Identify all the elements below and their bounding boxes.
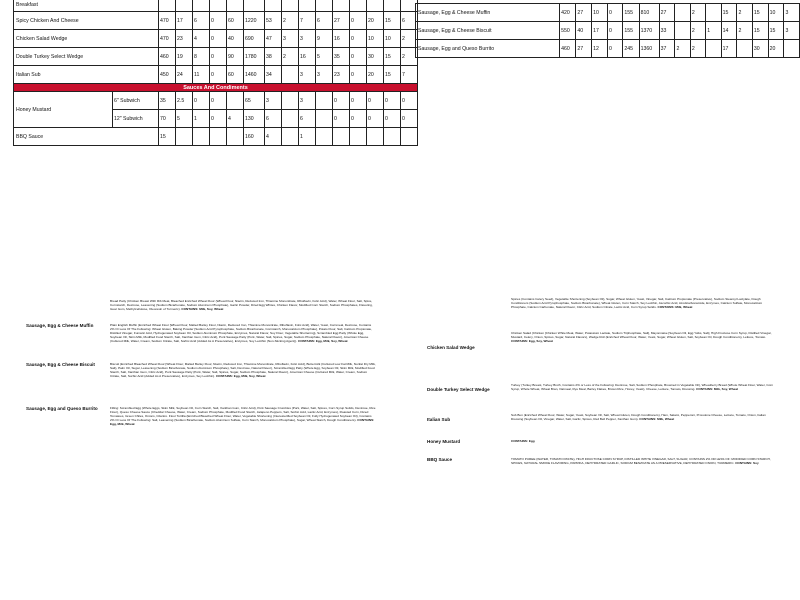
ingredient-item-name: BBQ Sauce xyxy=(427,457,453,462)
nutrient-value-cell: 3 xyxy=(299,66,316,84)
nutrient-value-cell: 35 xyxy=(159,92,176,110)
nutrient-value-cell: 5 xyxy=(176,110,193,128)
ingredient-list: Spices (Contains Celery Seed), Vegetable Shortening (Soybean Oil), Sugar, Wheat Gluten, Yeast, Vinegar, Salt, Calcium Propionate (Preservative), Sodium Stearoyl Lactylate, Dough Conditioners (Sodium Acid Pyrophosphate, Sodium Bicarbonate), Wheat Gluten, Corn Starch, Soy Lecithin, Ascorbic Acid, Azodicarbonamide, Enzymes, Calcium Sulfate, Monocalcium Phosphate, Calcium Carbonate, Natural Flavor, Citric Acid, Sodium Citrate, Lactic Acid, Corn Syrup Solids. xyxy=(511,297,763,309)
nutrient-value-cell: 2 xyxy=(401,30,418,48)
nutrient-value-cell: 34 xyxy=(265,66,282,84)
nutrient-value-cell: 6 xyxy=(299,110,316,128)
nutrient-value-cell xyxy=(316,0,333,12)
nutrient-value-cell: 0 xyxy=(607,22,622,40)
nutrient-value-cell xyxy=(333,128,350,146)
nutrient-value-cell: 53 xyxy=(265,12,282,30)
nutrient-value-cell: 19 xyxy=(176,48,193,66)
nutrient-value-cell: 0 xyxy=(384,110,401,128)
nutrient-value-cell xyxy=(282,0,299,12)
section-header-row xyxy=(14,84,418,92)
nutrient-value-cell: 2 xyxy=(282,12,299,30)
ingredients-panel-left xyxy=(26,300,376,475)
nutrient-value-cell: 90 xyxy=(227,48,244,66)
nutrient-value-cell: 16 xyxy=(299,48,316,66)
nutrient-value-cell: 470 xyxy=(159,30,176,48)
nutrient-value-cell: 130 xyxy=(244,110,265,128)
nutrient-value-cell: 30 xyxy=(752,40,768,58)
nutrient-value-cell: 20 xyxy=(768,40,784,58)
nutrient-value-cell: 1780 xyxy=(244,48,265,66)
nutrient-value-cell: 3 xyxy=(282,30,299,48)
nutrient-value-cell: 7 xyxy=(401,66,418,84)
nutrient-value-cell: 155 xyxy=(623,22,639,40)
ingredient-item-name: Italian Sub xyxy=(427,417,451,422)
table-row xyxy=(14,30,418,48)
nutrient-value-cell xyxy=(176,0,193,12)
allergen-contains: CONTAINS: Soy xyxy=(735,460,759,465)
allergen-contains: CONTAINS: Egg, Milk, Soy, Wheat xyxy=(215,373,266,378)
nutrient-value-cell: 6 xyxy=(265,110,282,128)
nutrient-value-cell: 15 xyxy=(752,22,768,40)
nutrient-value-cell xyxy=(282,110,299,128)
nutrient-value-cell: 2.5 xyxy=(176,92,193,110)
nutrient-value-cell xyxy=(316,128,333,146)
nutrient-value-cell: 2 xyxy=(690,40,705,58)
nutrient-value-cell xyxy=(244,0,265,12)
nutrient-value-cell xyxy=(675,22,690,40)
nutrient-value-cell: 245 xyxy=(623,40,639,58)
ingredient-text xyxy=(511,384,777,392)
ingredient-text xyxy=(110,324,376,344)
nutrient-value-cell xyxy=(333,0,350,12)
nutrient-value-cell: 20 xyxy=(367,66,384,84)
nutrient-value-cell xyxy=(210,128,227,146)
nutrient-value-cell xyxy=(350,128,367,146)
nutrient-value-cell xyxy=(227,92,244,110)
nutrient-value-cell: 60 xyxy=(227,66,244,84)
nutrient-value-cell xyxy=(282,66,299,84)
table-row xyxy=(14,128,418,146)
nutrient-value-cell: 15 xyxy=(384,66,401,84)
ingredient-list: Sub Bun (Enriched Wheat Flour, Water, Sugar, Yeast, Soybean Oil, Salt, Wheat Gluten, Dough Conditioners), Ham, Salami, Pepperoni, Provolone Cheese, Lettuce, Tomato, Onion, Italian Dressing (Soybean Oil, Vinegar, Water, Salt, Garlic, Spices, Red Bell Pepper, Xanthan Gum). xyxy=(511,413,766,421)
ingredient-list: Chicken Salad (Chicken [Chicken White Meat, Water, Potassium Lactate, Sodium Triphosphate, Salt], Mayonnaise [Soybean Oil, Egg Yolks, Salt], High Fructose Corn Syrup, Distilled Vinegar, Mustard, Celery, Onion, Spices, Sugar, Natural Flavors), Wedge Roll (Enriched Wheat Flour, Water, Yeast, Sugar, Wheat Gluten, Salt, Soybean Oil, Dough Conditioners), Lettuce, Tomato. xyxy=(511,331,772,339)
nutrient-value-cell xyxy=(784,40,800,58)
nutrient-value-cell: 0 xyxy=(350,30,367,48)
nutrient-value-cell: 65 xyxy=(244,92,265,110)
ingredient-list: Turkey (Turkey Breast, Turkey Broth, Contains 2% or Less of the Following: Dextrose, Salt, Sodium Phosphate, Browned in Vegetable Oil), Wheatberry Bread (Whole Wheat Flour, Water, Corn Syrup, Whole Wheat, Wheat Bran, Oatmeal, Rye Meal, Barley Flakes, Brown Rice, Honey, Yeast), Cheese, Lettuce, Tomato, Dressing. xyxy=(511,383,774,391)
nutrient-value-cell xyxy=(401,128,418,146)
item-name-cell: Italian Sub xyxy=(14,66,159,84)
ingredient-list: Filling: Scrambled Egg (Whole Eggs, Skim Milk, Soybean Oil, Corn Starch, Salt, Xanthan Gum, Citric Acid), Pork Sausage Crumbles (Pork, Water, Salt, Spices, Corn Syrup Solids, Dextrose, Rice Flour), Queso Cheese Sauce (Cheddar Cheese, Water, Cream, Sodium Phosphate, Modified Food Starch, Jalapeno Peppers, Salt, Sorbic Acid, Lactic Acid, Enzymes), Roasted Corn, Diced Tomatoes, Green Chiles, Onions, Cilantro. Flour Tortilla (Enriched Bleached Wheat Flour, Water, Vegetable Shortening (Interesterified Soybean Oil, Fully Hydrogenated Soybean Oil), Contains 2% Or Less Of The Following: Salt, Leavening (Sodium Bicarbonate, Sodium Aluminum Sulfate, Corn Starch, Monocalcium Phosphate), Sugar, Wheat Starch, Dough Conditioners). xyxy=(110,406,376,422)
nutrient-value-cell: 15 xyxy=(159,128,176,146)
nutrient-value-cell: 0 xyxy=(384,92,401,110)
nutrient-value-cell: 15 xyxy=(768,22,784,40)
nutrient-value-cell: 17 xyxy=(592,22,608,40)
nutrient-value-cell xyxy=(299,0,316,12)
nutrient-value-cell: 4 xyxy=(265,128,282,146)
nutrient-value-cell: 0 xyxy=(607,40,622,58)
allergen-contains: CONTAINS: Milk, Wheat xyxy=(639,416,675,421)
nutrient-value-cell: 0 xyxy=(210,48,227,66)
nutrient-value-cell: 2 xyxy=(737,22,752,40)
ingredient-text xyxy=(110,300,376,312)
ingredient-list: Bread Patty (Chicken Breast With Rib Meat, Bleached Enriched Wheat Flour (Wheat Flour, Niacin, Reduced Iron, Thiamine Mononitrate, Riboflavin, Folic Acid), Water, Wheat Flour, Salt, Spice, Cornstarch, Dextrose, Leavening (Sodium Bicarbonate, Sodium Aluminum Phosphate), Garlic Powder, Dried Egg Whites, Chicken Flavor, Modified Corn Starch, Sodium Phosphates, Flavoring, Guar Gum, Methylcellulose, Oleoresin of Turmeric). xyxy=(110,299,373,311)
nutrient-value-cell xyxy=(193,0,210,12)
nutrient-value-cell: 15 xyxy=(752,4,768,22)
nutrient-value-cell: 0 xyxy=(350,12,367,30)
nutrient-value-cell: 1 xyxy=(706,22,721,40)
nutrient-value-cell: 0 xyxy=(210,12,227,30)
ingredient-item-name: Double Turkey Select Wedge xyxy=(427,387,490,392)
nutrient-value-cell: 0 xyxy=(350,92,367,110)
nutrient-value-cell xyxy=(675,4,690,22)
nutrient-value-cell: 17 xyxy=(721,40,737,58)
nutrient-value-cell: 2 xyxy=(282,48,299,66)
nutrient-value-cell: 40 xyxy=(576,22,592,40)
nutrient-value-cell: 0 xyxy=(401,92,418,110)
nutrient-value-cell: 0 xyxy=(367,110,384,128)
nutrient-value-cell: 35 xyxy=(333,48,350,66)
ingredients-panel-right xyxy=(427,298,777,478)
allergen-contains: CONTAINS: Milk, Soy, Wheat xyxy=(181,306,224,311)
item-name-cell: BBQ Sauce xyxy=(14,128,159,146)
ingredient-text xyxy=(511,298,777,310)
serving-size-cell: 6" Subwich xyxy=(113,92,159,110)
nutrient-value-cell: 1 xyxy=(193,110,210,128)
ingredient-text xyxy=(110,363,376,379)
nutrient-value-cell: 0 xyxy=(210,110,227,128)
nutrient-value-cell: 1360 xyxy=(639,40,659,58)
ingredient-list: Biscuit (Enriched Bleached Wheat Flour [Wheat Flour, Malted Barley Flour, Niacin, Reduced Iron, Thiamine Mononitrate, Riboflavin, Folic Acid], Buttermilk (Cultured Low Fat Milk, Nonfat Dry Milk, Salt), Palm Oil, Sugar, Leavening (Sodium Bicarbonate, Sodium Aluminum Phosphate), Salt, Dextrose, Natural Flavor), Scrambled Egg Patty (Whole Egg, Soybean Oil, Skim Milk, Modified Food Starch, Salt, Xanthan Gum, Citric Acid), Pork Sausage Patty (Pork, Water, Salt, Spices, Sugar, Sodium Phosphate, Natural Flavor), American Cheese (Cultured Milk, Water, Cream, Sodium Citrate, Salt, Sorbic Acid (Added As A Preservative), Enzymes, Soy Lecithin). xyxy=(110,362,376,378)
nutrient-value-cell: 16 xyxy=(333,30,350,48)
nutrient-value-cell xyxy=(227,0,244,12)
nutrient-value-cell xyxy=(367,128,384,146)
nutrient-value-cell: 30 xyxy=(367,48,384,66)
table-row xyxy=(416,22,800,40)
nutrient-value-cell: 3 xyxy=(265,92,282,110)
ingredient-item-name: Chicken Salad Wedge xyxy=(427,345,475,350)
nutrient-value-cell: 2 xyxy=(675,40,690,58)
nutrient-value-cell: 3 xyxy=(316,66,333,84)
nutrient-value-cell: 27 xyxy=(659,4,675,22)
nutrient-value-cell: 10 xyxy=(367,30,384,48)
nutrient-value-cell: 27 xyxy=(576,4,592,22)
nutrient-value-cell: 24 xyxy=(176,66,193,84)
nutrient-value-cell: 2 xyxy=(737,4,752,22)
nutrient-value-cell: 7 xyxy=(299,12,316,30)
section-header-label: Sauces And Condiments xyxy=(14,84,418,92)
nutrient-value-cell: 10 xyxy=(768,4,784,22)
item-name-cell: Honey Mustard xyxy=(14,92,113,128)
nutrient-value-cell: 37 xyxy=(659,40,675,58)
nutrient-value-cell xyxy=(384,128,401,146)
nutrient-value-cell: 460 xyxy=(560,40,576,58)
table-row xyxy=(416,40,800,58)
nutrient-value-cell: 23 xyxy=(176,30,193,48)
nutrient-value-cell: 3 xyxy=(784,4,800,22)
nutrient-value-cell: 0 xyxy=(210,66,227,84)
nutrient-value-cell: 0 xyxy=(210,92,227,110)
nutrient-value-cell xyxy=(737,40,752,58)
nutrient-value-cell xyxy=(350,0,367,12)
nutrient-value-cell xyxy=(159,0,176,12)
nutrient-value-cell: 6 xyxy=(316,12,333,30)
nutrient-value-cell: 47 xyxy=(265,30,282,48)
nutrient-value-cell xyxy=(282,92,299,110)
nutrient-value-cell: 4 xyxy=(227,110,244,128)
nutrient-value-cell: 14 xyxy=(721,22,737,40)
nutrient-value-cell: 3 xyxy=(299,30,316,48)
nutrient-value-cell: 155 xyxy=(623,4,639,22)
nutrient-value-cell: 0 xyxy=(210,30,227,48)
nutrient-value-cell xyxy=(227,128,244,146)
allergen-contains: CONTAINS: Egg xyxy=(511,439,535,443)
table-row xyxy=(14,12,418,30)
nutrient-value-cell: 2 xyxy=(401,48,418,66)
nutrient-value-cell: 27 xyxy=(333,12,350,30)
nutrient-value-cell: 33 xyxy=(659,22,675,40)
nutrient-value-cell: 23 xyxy=(333,66,350,84)
table-row xyxy=(14,92,418,110)
table-row xyxy=(14,0,418,12)
nutrient-value-cell: 690 xyxy=(244,30,265,48)
nutrient-value-cell xyxy=(367,0,384,12)
nutrient-value-cell: 160 xyxy=(244,128,265,146)
allergen-contains: CONTAINS: Egg, Soy, Wheat xyxy=(511,338,553,343)
nutrient-value-cell: 15 xyxy=(384,48,401,66)
nutrient-value-cell: 40 xyxy=(227,30,244,48)
ingredient-item-name: Honey Mustard xyxy=(427,439,461,444)
nutrient-value-cell: 1 xyxy=(299,128,316,146)
nutrient-value-cell: 12 xyxy=(592,40,608,58)
ingredient-item-name: Sausage, Egg and Queso Burrito xyxy=(26,406,98,411)
nutrient-value-cell: 0 xyxy=(607,4,622,22)
nutrient-value-cell: 1220 xyxy=(244,12,265,30)
ingredient-text xyxy=(511,414,777,422)
nutrient-value-cell: 60 xyxy=(227,12,244,30)
ingredient-text xyxy=(511,440,777,444)
nutrient-value-cell xyxy=(706,40,721,58)
nutrient-value-cell: 460 xyxy=(159,48,176,66)
nutrient-value-cell: 11 xyxy=(193,66,210,84)
nutrient-value-cell: 3 xyxy=(784,22,800,40)
nutrient-value-cell xyxy=(193,128,210,146)
table-row xyxy=(416,4,800,22)
item-name-cell: Sausage, Egg & Cheese Muffin xyxy=(416,4,560,22)
nutrition-table-right xyxy=(415,3,800,58)
nutrient-value-cell: 0 xyxy=(367,92,384,110)
nutrient-value-cell xyxy=(316,92,333,110)
nutrient-value-cell: 2 xyxy=(690,22,705,40)
nutrient-value-cell: 27 xyxy=(576,40,592,58)
nutrition-table-left xyxy=(13,0,418,146)
nutrient-value-cell: 450 xyxy=(159,66,176,84)
nutrient-value-cell: 8 xyxy=(193,48,210,66)
table-row xyxy=(14,66,418,84)
nutrient-value-cell: 9 xyxy=(316,30,333,48)
ingredient-list: Plain English Muffin (Enriched Wheat Flour [Wheat Flour, Malted Barley Flour, Niacin, Reduced Iron, Thiamine Mononitrate, Riboflavin, Folic Acid], Water, Yeast, Cornmeal, Dextrose, Contains 2% Or Less Of The Following: Wheat Gluten, Baking Powder [Sodium Acid Pyrophosphate, Sodium Bicarbonate, Cornstarch, Monocalcium Phosphate], Potato Flour, Salt, Calcium Propionate, Distilled Vinegar, Fumaric Acid, Hydrogenated Soybean Oil, Sodium Aluminum Phosphate, Enzymes, Natural Flavor, Soy Flour, Vegetable Shortening), Scrambled Egg Patty (Whole Egg, Soybean Oil, Skim Milk, Modified Food Starch, Salt, Xanthan Gum, Citric Acid), Pork Sausage Patty (Pork, Water, Salt, Spices, Sugar, Sodium Phosphate, Natural Flavor), American Cheese (Cultured Milk, Water, Cream, Sodium Citrate, Salt, Sorbic Acid (Added As A Preservative), Enzymes, Soy Lecithin (Non-Sticking Agent)). xyxy=(110,323,373,343)
ingredient-list: TOMATO PUREE (WATER, TOMATO PASTE), HIGH FRUCTOSE CORN SYRUP, DISTILLED WHITE VINEGAR, SALT, SUGAR, CONTAINS 2% OR LESS OF: MODIFIED CORN STARCH, SPICES, NATURAL SMOKE FLAVORING, PAPRIKA, DEHYDRATED GARLIC, SODIUM BENZOATE AS A PRESERVATIVE, DEHYDRATED ONION, TURMERIC. xyxy=(511,457,771,465)
nutrient-value-cell xyxy=(282,128,299,146)
nutrient-value-cell: 38 xyxy=(265,48,282,66)
nutrient-value-cell: 2 xyxy=(690,4,705,22)
nutrient-value-cell: 6 xyxy=(401,12,418,30)
ingredient-text xyxy=(511,458,777,466)
table-row xyxy=(14,48,418,66)
allergen-contains: CONTAINS: Egg, Milk, Soy, Wheat xyxy=(298,338,348,343)
nutrient-value-cell: 0 xyxy=(333,92,350,110)
nutrient-value-cell: 4 xyxy=(193,30,210,48)
nutrient-value-cell: 6 xyxy=(193,12,210,30)
allergen-contains: CONTAINS: Milk, Soy, Wheat xyxy=(696,386,739,391)
nutrient-value-cell: 20 xyxy=(367,12,384,30)
nutrient-value-cell: 1460 xyxy=(244,66,265,84)
ingredient-text xyxy=(110,407,376,427)
nutrient-value-cell: 15 xyxy=(721,4,737,22)
nutrient-value-cell xyxy=(265,0,282,12)
nutrient-value-cell xyxy=(316,110,333,128)
nutrient-value-cell: 0 xyxy=(350,110,367,128)
item-name-cell: Sausage, Egg and Queso Burrito xyxy=(416,40,560,58)
item-name-cell: Sausage, Egg & Cheese Biscuit xyxy=(416,22,560,40)
nutrient-value-cell: 17 xyxy=(176,12,193,30)
ingredient-text xyxy=(511,332,777,344)
nutrient-value-cell: 0 xyxy=(193,92,210,110)
item-name-cell: Breakfast xyxy=(14,0,159,12)
item-name-cell: Spicy Chicken And Cheese xyxy=(14,12,159,30)
nutrient-value-cell: 15 xyxy=(384,12,401,30)
nutrient-value-cell: 0 xyxy=(350,48,367,66)
nutrient-value-cell: 10 xyxy=(384,30,401,48)
nutrient-value-cell: 810 xyxy=(639,4,659,22)
nutrient-value-cell: 0 xyxy=(401,110,418,128)
nutrient-value-cell: 3 xyxy=(299,92,316,110)
nutrient-value-cell: 420 xyxy=(560,4,576,22)
ingredient-item-name: Sausage, Egg & Cheese Biscuit xyxy=(26,362,95,367)
item-name-cell: Chicken Salad Wedge xyxy=(14,30,159,48)
nutrient-value-cell: 0 xyxy=(350,66,367,84)
item-name-cell: Double Turkey Select Wedge xyxy=(14,48,159,66)
nutrient-value-cell xyxy=(210,0,227,12)
nutrient-value-cell: 1370 xyxy=(639,22,659,40)
nutrient-value-cell xyxy=(176,128,193,146)
nutrient-value-cell xyxy=(384,0,401,12)
allergen-contains: CONTAINS: Egg, Milk, Wheat xyxy=(110,417,375,426)
allergen-contains: CONTAINS: Milk, Wheat xyxy=(657,304,693,309)
serving-size-cell: 12" Subwich xyxy=(113,110,159,128)
nutrient-value-cell: 70 xyxy=(159,110,176,128)
nutrient-value-cell: 10 xyxy=(592,4,608,22)
nutrient-value-cell: 0 xyxy=(333,110,350,128)
nutrient-value-cell: 5 xyxy=(316,48,333,66)
nutrient-value-cell: 470 xyxy=(159,12,176,30)
nutrient-value-cell xyxy=(706,4,721,22)
nutrient-value-cell: 550 xyxy=(560,22,576,40)
ingredient-item-name: Sausage, Egg & Cheese Muffin xyxy=(26,323,94,328)
